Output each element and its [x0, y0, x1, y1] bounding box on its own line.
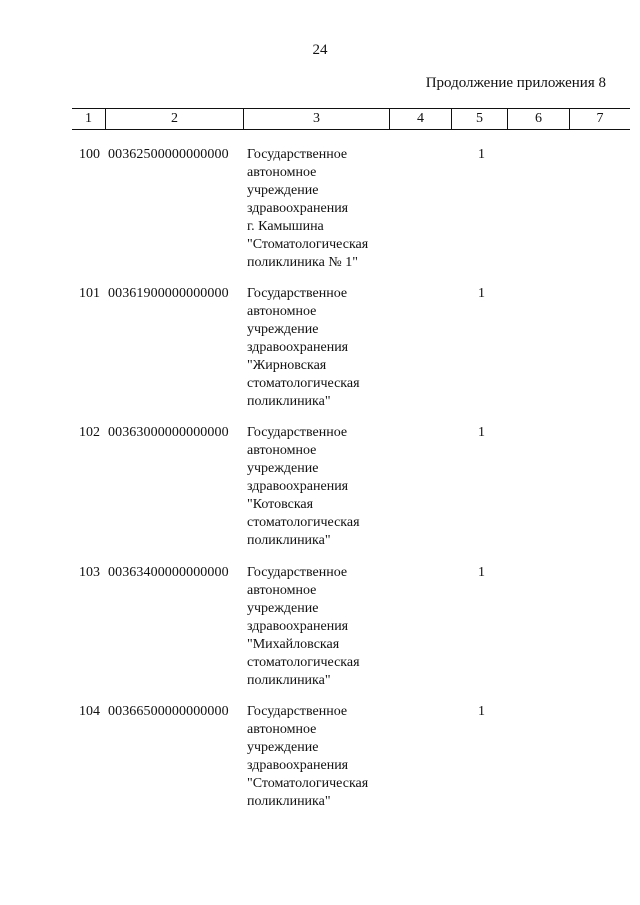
row-name-line: "Стоматологическая [247, 237, 369, 252]
row-col5-value: 1 [478, 704, 485, 719]
row-name-line: стоматологическая [247, 376, 360, 391]
row-col5-value: 1 [478, 286, 485, 301]
row-name-line: здравоохранения [247, 619, 349, 634]
row-number: 101 [79, 286, 100, 301]
row-name-line: здравоохранения [247, 340, 349, 355]
row-code: 00361900000000000 [108, 286, 229, 301]
row-name-line: автономное [247, 583, 317, 598]
row-name [247, 424, 407, 550]
header-col-7: 7 [596, 111, 604, 126]
row-name-line: автономное [247, 304, 317, 319]
row-col5-value: 1 [478, 565, 485, 580]
row-name [247, 703, 407, 811]
row-name-line: Государственное [247, 565, 348, 580]
row-number: 103 [79, 565, 100, 580]
row-name-line: Государственное [247, 425, 348, 440]
row-name-line: Государственное [247, 147, 348, 162]
row-name-line: учреждение [247, 601, 319, 616]
header-col-1: 1 [72, 109, 106, 129]
row-name-line: учреждение [247, 322, 319, 337]
row-code: 00366500000000000 [108, 704, 229, 719]
header-col-3: 3 [244, 109, 390, 129]
row-code: 00363400000000000 [108, 565, 229, 580]
row-name-line: поликлиника" [247, 794, 331, 809]
row-code: 00363000000000000 [108, 425, 229, 440]
row-name-line: "Котовская [247, 497, 314, 512]
page-number: 24 [312, 42, 328, 58]
row-name [247, 146, 407, 272]
row-name-line: "Жирновская [247, 358, 327, 373]
row-col5-value: 1 [478, 147, 485, 162]
header-col-6: 6 [508, 109, 570, 129]
row-name-line: здравоохранения [247, 479, 349, 494]
row-name-line: учреждение [247, 461, 319, 476]
header-col-4: 4 [390, 109, 452, 129]
row-name-line: Государственное [247, 704, 348, 719]
row-name [247, 285, 407, 411]
row-name-line: стоматологическая [247, 515, 360, 530]
row-name-line: г. Камышина [247, 219, 324, 234]
header-col-5: 5 [452, 109, 508, 129]
row-name-line: поликлиника" [247, 394, 331, 409]
row-name-line: учреждение [247, 740, 319, 755]
row-number: 104 [79, 704, 100, 719]
row-name-line: автономное [247, 722, 317, 737]
table-header [72, 108, 630, 130]
row-name-line: здравоохранения [247, 758, 349, 773]
row-name-line: стоматологическая [247, 655, 360, 670]
header-col-2: 2 [106, 109, 244, 129]
row-col5-value: 1 [478, 425, 485, 440]
row-name-line: поликлиника № 1" [247, 255, 358, 270]
row-name-line: Государственное [247, 286, 348, 301]
row-name-line: здравоохранения [247, 201, 349, 216]
row-name-line: учреждение [247, 183, 319, 198]
row-number: 102 [79, 425, 100, 440]
row-name-line: поликлиника" [247, 533, 331, 548]
row-name [247, 564, 407, 690]
row-name-line: автономное [247, 443, 317, 458]
appendix-note: Продолжение приложения 8 [425, 75, 606, 91]
row-name-line: автономное [247, 165, 317, 180]
row-number: 100 [79, 147, 100, 162]
row-name-line: "Стоматологическая [247, 776, 369, 791]
row-name-line: "Михайловская [247, 637, 340, 652]
row-code: 00362500000000000 [108, 147, 229, 162]
row-name-line: поликлиника" [247, 673, 331, 688]
